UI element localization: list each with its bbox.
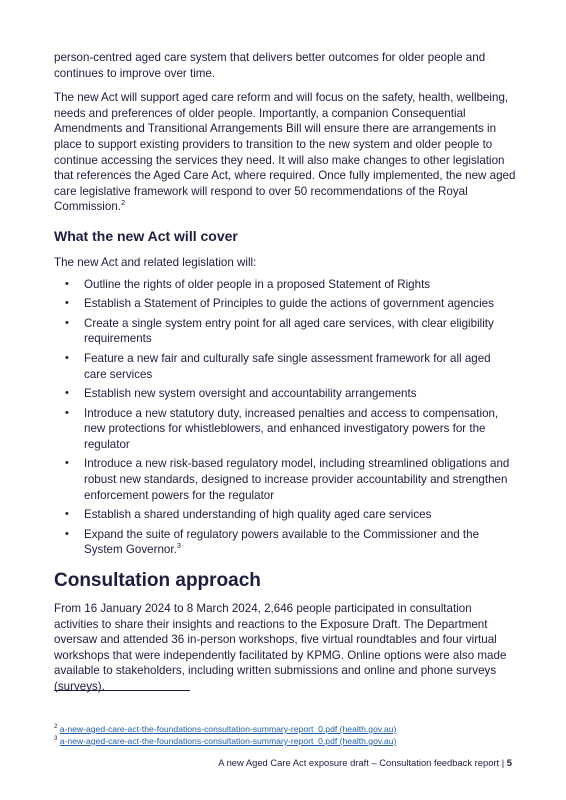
section-heading-cover: What the new Act will cover [54, 227, 238, 244]
bullet-icon: • [65, 527, 69, 540]
list-item [54, 456, 516, 503]
list-item [54, 351, 516, 382]
section-heading-consultation: Consultation approach [54, 570, 261, 592]
list-item [54, 406, 516, 453]
list-item-text: Establish new system oversight and accountability arrangements [84, 387, 417, 401]
list-item-text: Outline the rights of older people in a proposed Statement of Rights [84, 277, 431, 291]
paragraph-new-act [54, 90, 516, 215]
cover-intro: The new Act and related legislation will: [54, 255, 257, 269]
page-footer [218, 757, 512, 768]
footnote-2 [54, 724, 396, 735]
footnote-ref-3: 3 [176, 541, 181, 551]
list-item [54, 296, 516, 312]
list-item [54, 386, 516, 402]
footnote-link[interactable]: a-new-aged-care-act-the-foundations-consultation-summary-report_0.pdf (health.gov.au) [59, 736, 397, 746]
footnote-link[interactable]: a-new-aged-care-act-the-foundations-consultation-summary-report_0.pdf (health.gov.au) [59, 724, 397, 734]
bullet-icon: • [65, 387, 69, 400]
bullet-list [54, 277, 516, 559]
list-item-text: Introduce a new risk-based regulatory model, including streamlined obligations and robust new standards, designed to increase provider accountability and strengthen enforcement powers for the regulator [84, 457, 510, 502]
bullet-icon: • [65, 277, 69, 290]
list-item-text: Introduce a new statutory duty, increased penalties and access to compensation, new protections for whistleblowers, and enhanced investigatory powers for the regulator [84, 406, 499, 451]
page-number: 5 [506, 757, 512, 768]
list-item [54, 277, 516, 293]
paragraph-consultation: From 16 January 2024 to 8 March 2024, 2,646 people participated in consultation activities to share their insights and reactions to the Exposure Draft. The Department oversaw and attended 36 in-person workshops, five virtual roundtables and four virtual workshops that were independently facilitated by KPMG. Online options were also made available to stakeholders, including written submissions and online and phone surveys (surveys). [54, 602, 507, 693]
footer-text: A new Aged Care Act exposure draft – Consultation feedback report | [218, 757, 507, 768]
footnote-ref-2: 2 [121, 198, 126, 208]
footnote-number: 3 [54, 736, 58, 743]
bullet-icon: • [65, 316, 69, 329]
page-body [54, 50, 516, 695]
bullet-icon: • [65, 406, 69, 419]
bullet-icon: • [65, 351, 69, 364]
list-item-text: Create a single system entry point for all aged care services, with clear eligibility requirements [84, 316, 494, 346]
bullet-icon: • [65, 297, 69, 310]
bullet-icon: • [65, 457, 69, 470]
footnote-number: 2 [54, 724, 58, 731]
list-item [54, 507, 516, 523]
list-item-text: Expand the suite of regulatory powers available to the Commissioner and the System Governor. [84, 527, 480, 557]
paragraph-new-act-text: The new Act will support aged care reform and will focus on the safety, health, wellbeing, needs and preferences of older people. Importantly, a companion Consequential Amendments and Transitional Arrangements Bill will ensure there are arrangements in place to support existing providers to transition to the new system and older people to continue accessing the services they need. It will also make changes to other legislation that references the Aged Care Act, where required. Once fully implemented, the new aged care legislative framework will respond to over 50 recommendations of the Royal Commission. [54, 91, 516, 214]
list-item-text: Establish a Statement of Principles to guide the actions of government agencies [84, 297, 494, 311]
list-item-text: Feature a new fair and culturally safe single assessment framework for all aged care services [84, 351, 491, 381]
footnote-divider [54, 690, 190, 691]
list-item [54, 527, 516, 558]
paragraph-intro: person-centred aged care system that delivers better outcomes for older people and continues to improve over time. [54, 51, 486, 80]
bullet-icon: • [65, 508, 69, 521]
footnote-3 [54, 736, 396, 747]
list-item [54, 316, 516, 347]
list-item-text: Establish a shared understanding of high quality aged care services [84, 508, 432, 522]
